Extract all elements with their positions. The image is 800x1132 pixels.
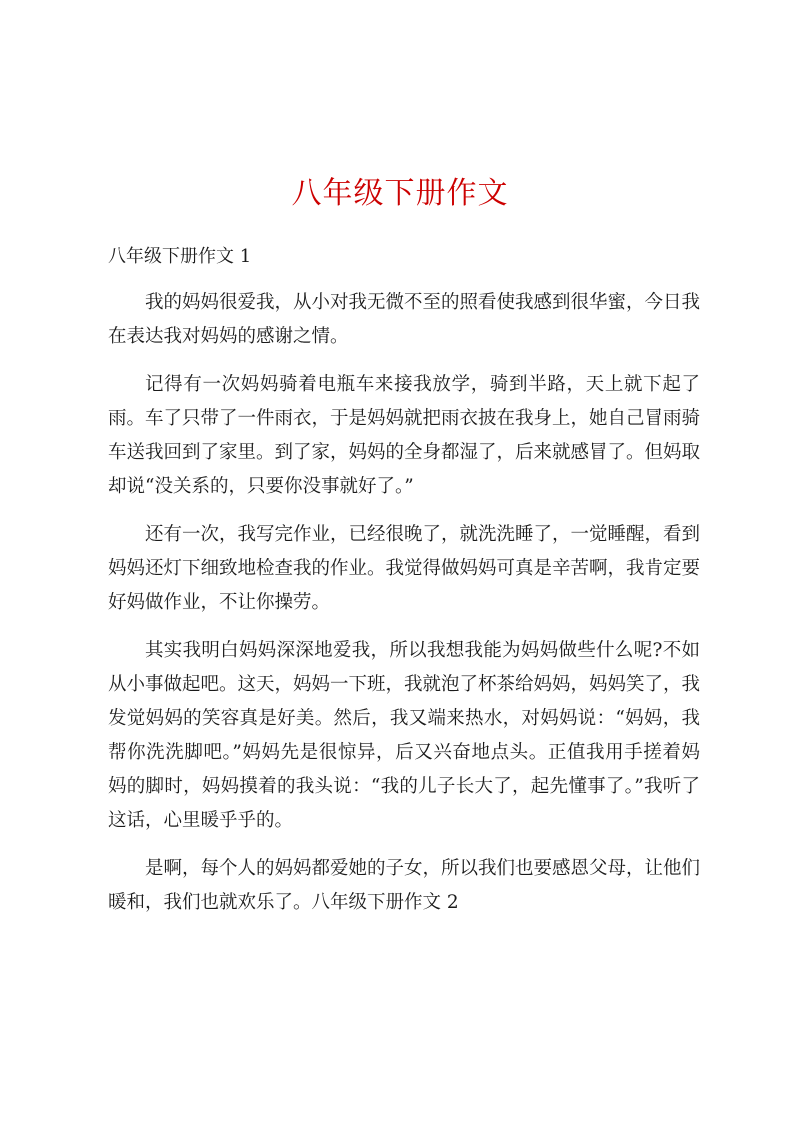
- paragraph: 是啊，每个人的妈妈都爱她的子女，所以我们也要感恩父母，让他们暖和，我们也就欢乐了。八年级下册作文 2: [108, 858, 701, 913]
- paragraph: 我的妈妈很爱我，从小对我无微不至的照看使我感到很华蜜，今日我在表达我对妈妈的感谢之情。: [108, 292, 701, 347]
- paragraph: 其实我明白妈妈深深地爱我，所以我想我能为妈妈做些什么呢?不如从小事做起吧。这天，妈妈一下班，我就泡了杯茶给妈妈，妈妈笑了，我发觉妈妈的笑容真是好美。然后，我又端来热水，对妈妈说：“妈妈，我帮你洗洗脚吧。”妈妈先是很惊异，后又兴奋地点头。正值我用手搓着妈妈的脚时，妈妈摸着的我头说：“我的儿子长大了，起先懂事了。”我听了这话，心里暖乎乎的。: [108, 640, 701, 831]
- paragraph: 记得有一次妈妈骑着电瓶车来接我放学，骑到半路，天上就下起了雨。车了只带了一件雨衣，于是妈妈就把雨衣披在我身上，她自己冒雨骑车送我回到了家里。到了家，妈妈的全身都湿了，后来就感冒了。但妈取却说“没关系的，只要你没事就好了。”: [108, 374, 701, 497]
- section-heading: 八年级下册作文 1: [108, 246, 252, 267]
- document-title: 八年级下册作文: [291, 176, 509, 211]
- paragraph: 还有一次，我写完作业，已经很晚了，就洗洗睡了，一觉睡醒，看到妈妈还灯下细致地检查我的作业。我觉得做妈妈可真是辛苦啊，我肯定要好妈做作业，不让你操劳。: [108, 524, 701, 613]
- essay-body: [108, 286, 700, 934]
